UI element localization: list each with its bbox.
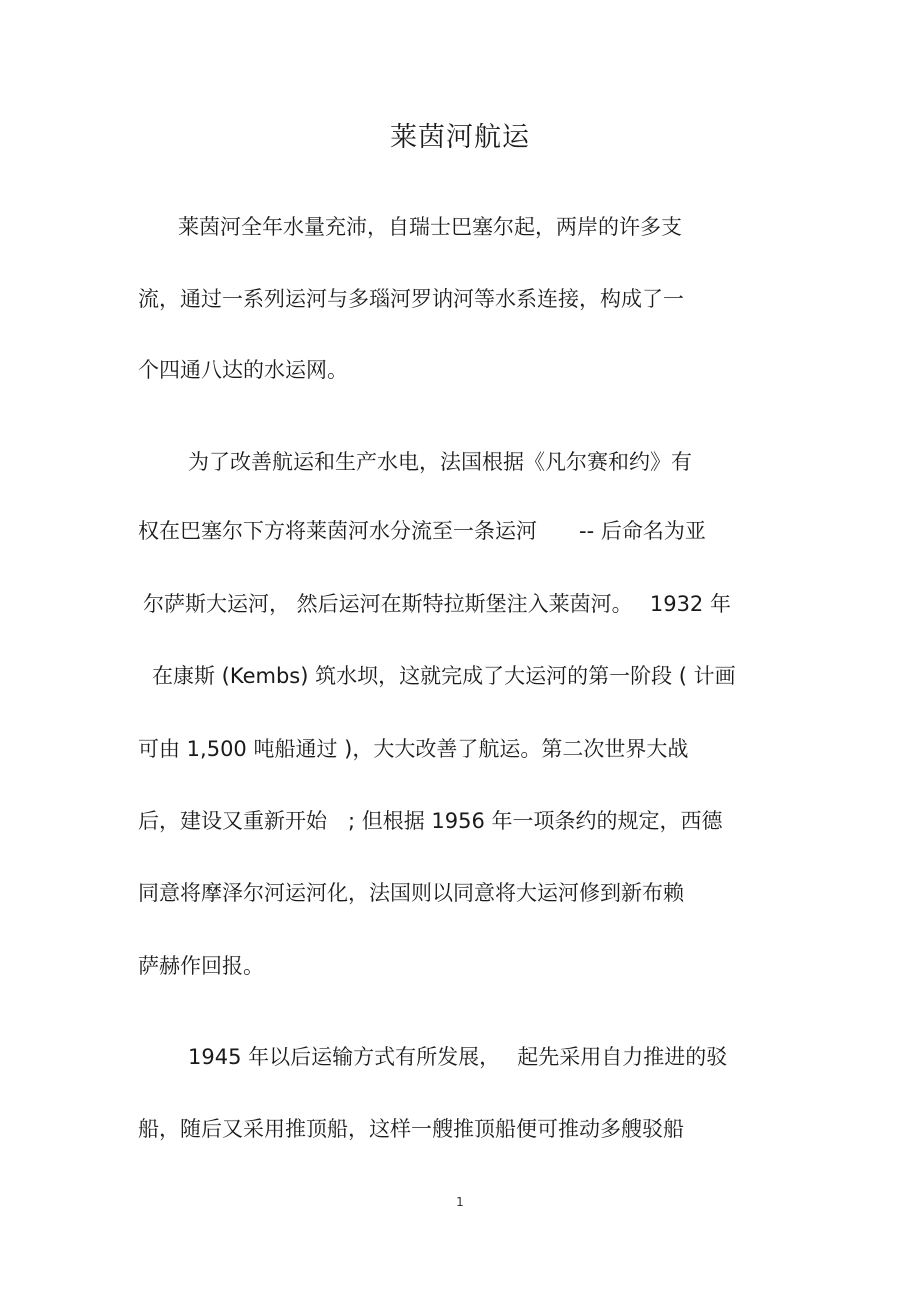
text-line: 萨赫作回报。 [138,954,264,978]
text-line: 船，随后又采用推顶船，这样一艘推顶船便可推动多艘驳船 [138,1117,684,1141]
text-line: 权在巴塞尔下方将莱茵河水分流至一条运河 -- 后命名为亚 [138,519,706,543]
page-number: 1 [456,1195,464,1209]
text-line: 后，建设又重新开始 ; 但根据 1956 年一项条约的规定，西德 [138,809,723,833]
text-line: 莱茵河全年水量充沛，自瑞士巴塞尔起，两岸的许多支 [178,215,682,239]
text-line: 尔萨斯大运河， 然后运河在斯特拉斯堡注入莱茵河。 1932 年 [143,592,731,616]
text-line: 1945 年以后运输方式有所发展， 起先采用自力推进的驳 [188,1045,728,1069]
document-title: 莱茵河航运 [390,122,530,153]
text-line: 在康斯 (Kembs) 筑水坝，这就完成了大运河的第一阶段 ( 计画 [152,664,736,688]
text-line: 同意将摩泽尔河运河化，法国则以同意将大运河修到新布赖 [138,881,684,905]
text-line: 为了改善航运和生产水电，法国根据《凡尔赛和约》有 [188,450,692,474]
text-line: 流，通过一系列运河与多瑙河罗讷河等水系连接，构成了一 [138,287,684,311]
text-line: 可由 1,500 吨船通过 )，大大改善了航运。第二次世界大战 [138,737,689,761]
text-line: 个四通八达的水运网。 [138,358,348,382]
